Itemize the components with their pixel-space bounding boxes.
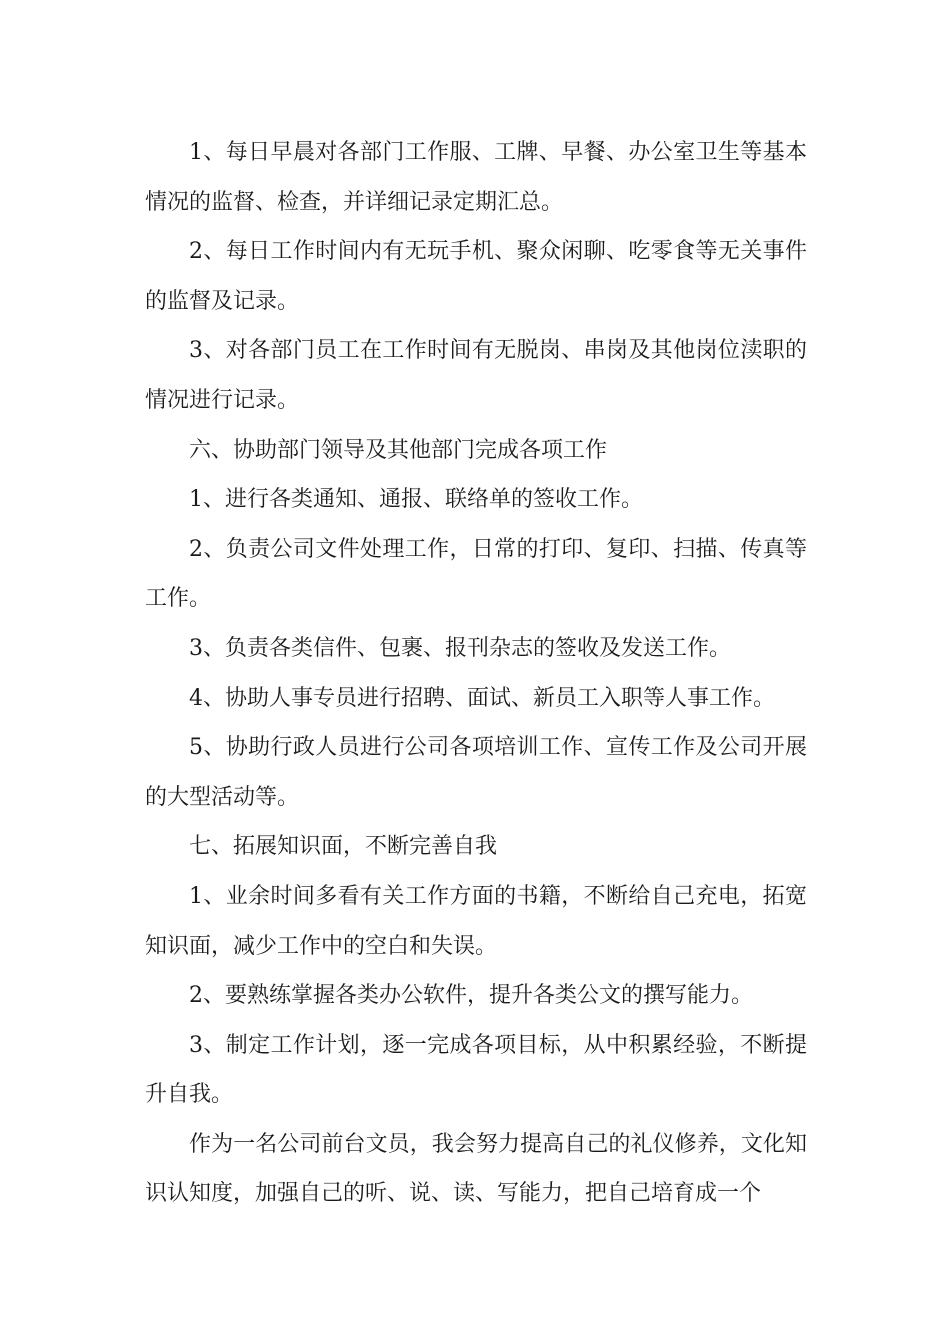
document-body [145,128,807,1219]
section-heading-6: 六、协助部门领导及其他部门完成各项工作 [189,437,608,463]
paragraph-item-6-3: 3、负责各类信件、包裹、报刊杂志的签收及发送工作。 [189,635,731,661]
paragraph-item-6-1: 1、进行各类通知、通报、联络单的签收工作。 [189,487,643,513]
section-heading-7: 七、拓展知识面，不断完善自我 [189,834,498,860]
paragraph-item-1: 1、每日早晨对各部门工作服、工牌、早餐、办公室卫生等基本情况的监督、检查，并详细记录定期汇总。 [145,140,807,215]
paragraph-item-6-2: 2、负责公司文件处理工作，日常的打印、复印、扫描、传真等工作。 [145,536,807,612]
paragraph-item-7-2: 2、要熟练掌握各类办公软件，提升各类公文的撰写能力。 [189,983,753,1009]
paragraph-item-3: 3、对各部门员工在工作时间有无脱岗、串岗及其他岗位渎职的情况进行记录。 [145,338,807,413]
paragraph-item-7-3: 3、制定工作计划，逐一完成各项目标，从中积累经验，不断提升自我。 [145,1032,807,1108]
paragraph-item-2: 2、每日工作时间内有无玩手机、聚众闲聊、吃零食等无关事件的监督及记录。 [145,239,807,314]
paragraph-item-6-5: 5、协助行政人员进行公司各项培训工作、宣传工作及公司开展的大型活动等。 [145,735,807,810]
paragraph-item-6-4: 4、协助人事专员进行招聘、面试、新员工入职等人事工作。 [189,685,775,711]
closing-paragraph: 作为一名公司前台文员，我会努力提高自己的礼仪修养，文化知识认知度，加强自己的听、说、读、写能力，把自己培育成一个 [145,1131,807,1207]
paragraph-item-7-1: 1、业余时间多看有关工作方面的书籍，不断给自己充电，拓宽知识面，减少工作中的空白和失误。 [145,883,807,959]
